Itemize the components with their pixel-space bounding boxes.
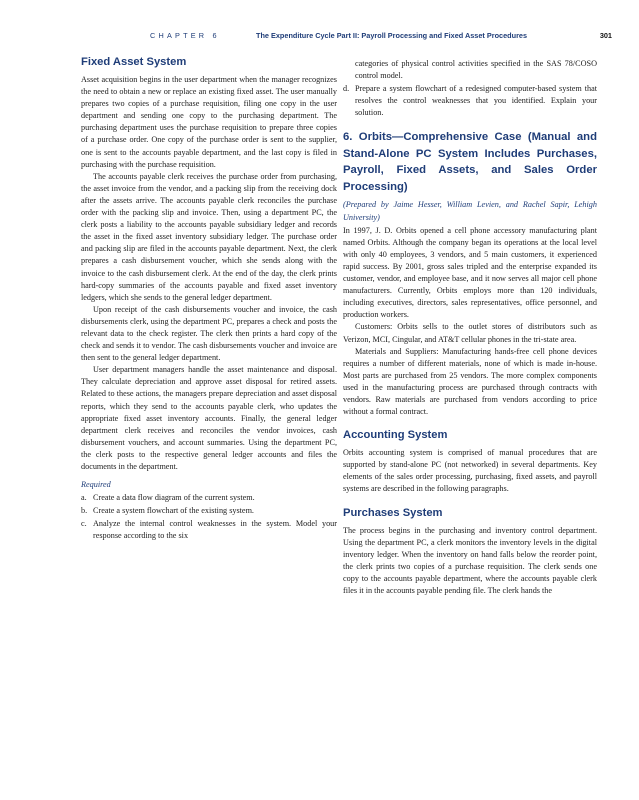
list-item-continued bbox=[343, 58, 597, 82]
paragraph: The accounts payable clerk receives the purchase order from purchasing, the asset invoice from the vendor, and a packing slip from the receiving dock after the assets arrive. The accounts payable clerk reconciles the purchase order with the packing slip and invoice. Then, using a department PC, the clerk posts a liability to the accounts payable subsidiary ledger and records the asset in the fixed asset inventory subsidiary ledger. The purchase order and packing slip are filed in the accounts payable department. Next, the clerk prepares a cash disbursement voucher, which she sends along with the invoice to the cash disbursement clerk. At the end of the day, the clerk prints hard-copy summaries of the accounts payable and fixed asset inventory ledgers, which she sends to the general ledger department. bbox=[81, 171, 337, 302]
section-heading-purchases-system: Purchases System bbox=[343, 506, 443, 519]
running-header bbox=[96, 31, 612, 43]
paragraph: User department managers handle the asset maintenance and disposal. They calculate depreciation and approve asset disposal for retired assets. Related to these actions, the managers prepare depreciation and asset disposal reports, which they send to the accounts payable clerk, who updates the appropriate fixed asset inventory accounts. Finally, the general ledger department clerk receives and reconciles the vendor invoices, cash disbursement vouchers, and account summaries. Using the department PC, the clerk posts to the respective general ledger accounts and files the documents in the department. bbox=[81, 365, 337, 471]
paragraph: Asset acquisition begins in the user department when the manager recognizes the need to obtain a new or replace an existing fixed asset. The user manually prepares two copies of a purchase requisition, filing one copy in the user department and sending one copy to the purchasing department. The purchasing department uses the purchase requisition to prepare three copies of a purchase order. One copy of the purchase order is sent to the supplier, one is sent to the accounts payable department, and the last copy is filed in purchasing with the purchase requisition. bbox=[81, 75, 337, 169]
paragraph: Customers: Orbits sells to the outlet stores of distributors such as Verizon, MCI, Cingular, and AT&T cellular phones in the tri-state area. bbox=[343, 322, 597, 344]
chapter-title: The Expenditure Cycle Part II: Payroll Processing and Fixed Asset Procedures bbox=[256, 31, 528, 40]
paragraph: In 1997, J. D. Orbits opened a cell phone accessory manufacturing plant named Orbits. Although the company began its operations at the local level with only 40 employees, 3 vendors, and 5 main customers, it experienced rapid success. By 2001, gross sales tripled and the enterprise expanded its customer, vendor, and employee base, and it now serves all major cell phone manufacturers. Currently, Orbits employs more than 120 individuals, including executives, directors, sales representatives, office personnel, and production workers. bbox=[343, 225, 597, 320]
list-item-text: categories of physical control activities specified in the SAS 78/COSO control model. bbox=[355, 59, 597, 81]
paragraph: Materials and Suppliers: Manufacturing hands-free cell phone devices requires a number of different materials, none of which is made in-house. Most parts are purchased from 25 vendors. The more complex components used in the manufacturing process are purchased through contracts with vendors. Raw materials are purchased from vendors according to price without a formal contract. bbox=[343, 346, 597, 417]
list-item-text: Create a system flowchart of the existing system. bbox=[93, 506, 254, 516]
list-item-label: b. bbox=[81, 506, 88, 516]
left-column bbox=[81, 55, 337, 544]
list-item-label: a. bbox=[81, 493, 87, 503]
case-heading: 6. Orbits—Comprehensive Case (Manual and Stand-Alone PC System Includes Purchases, Payroll, Fixed Assets, and Sales Order Processing) bbox=[343, 131, 597, 193]
paragraph: The process begins in the purchasing and inventory control department. Using the department PC, a clerk monitors the inventory levels in the digital inventory ledger. When the inventory on hand falls below the reorder point, the clerk prints two copies of a purchase requisition. The clerk sends one copy to the accounts payable department, where the accounts payable clerk files it in the accounts payable pending file. The clerk hands the bbox=[343, 525, 597, 595]
section-heading-accounting-system: Accounting System bbox=[343, 429, 448, 442]
list-item bbox=[81, 518, 337, 542]
list-item bbox=[343, 83, 597, 119]
list-item-text: Analyze the internal control weaknesses in the system. Model your response according to the six bbox=[93, 519, 337, 541]
paragraph: Orbits accounting system is comprised of manual procedures that are supported by stand-alone PC (not networked) in several departments. Key elements of the sales order processing, purchasing, fixed assets, and payroll systems are described in the following paragraphs. bbox=[343, 448, 597, 494]
section-heading-fixed-asset-system: Fixed Asset System bbox=[81, 56, 187, 68]
chapter-label: CHAPTER 6 bbox=[150, 31, 220, 40]
list-item bbox=[81, 492, 337, 504]
right-column bbox=[343, 57, 597, 597]
list-item-text: Prepare a system flowchart of a redesigned computer-based system that resolves the control weaknesses that you identified. Explain your solution. bbox=[355, 84, 597, 118]
required-label: Required bbox=[81, 480, 111, 490]
page-number: 301 bbox=[599, 31, 612, 40]
list-item-label: c. bbox=[81, 519, 87, 529]
paragraph: Upon receipt of the cash disbursements voucher and invoice, the cash disbursements clerk, using the department PC, prepares a check and posts the relevant data to the check register. The clerk then prints a hard copy of the check and sends it to vendor. The cash disbursements voucher and invoice are then sent to the general ledger department. bbox=[81, 304, 337, 363]
list-item-label: d. bbox=[343, 84, 350, 94]
list-item bbox=[81, 505, 337, 517]
case-byline: (Prepared by Jaime Hesser, William Levien, and Rachel Sapir, Lehigh University) bbox=[343, 200, 597, 222]
list-item-text: Create a data flow diagram of the current system. bbox=[93, 493, 255, 503]
